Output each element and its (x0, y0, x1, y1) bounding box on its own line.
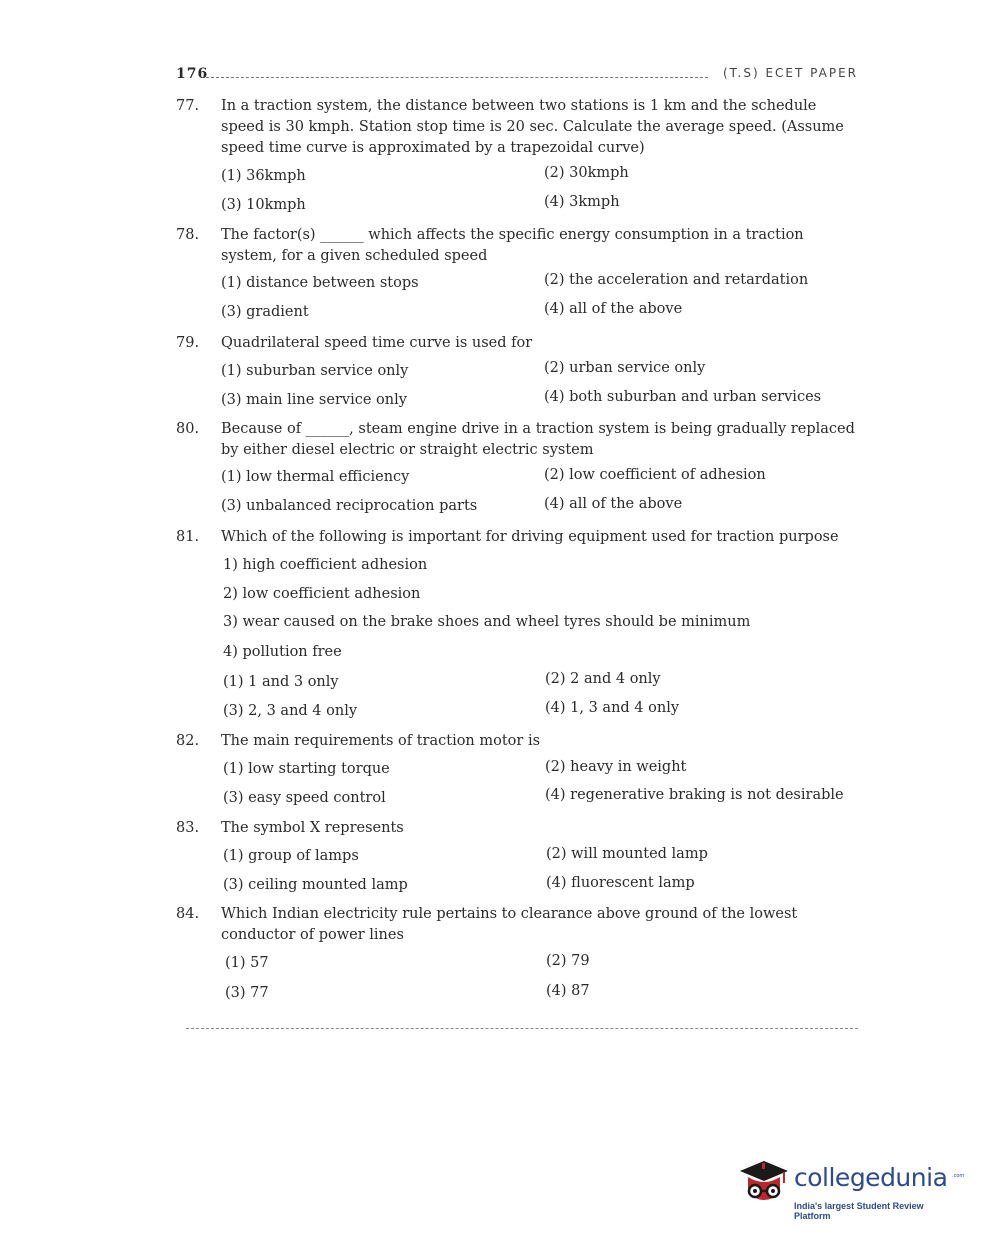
question-number: 82. (176, 733, 200, 749)
option: (1) 57 (225, 955, 269, 971)
option: (1) distance between stops (221, 275, 419, 291)
question-82 (176, 731, 862, 752)
option: (4) fluorescent lamp (546, 875, 695, 891)
option: (4) 87 (546, 983, 590, 999)
question-text: Which Indian electricity rule pertains to clearance above ground of the lowest conductor of power lines (221, 906, 798, 943)
option: (3) 2, 3 and 4 only (223, 703, 358, 719)
option: (2) 79 (546, 953, 590, 969)
option: (1) 1 and 3 only (223, 674, 339, 690)
question-number: 83. (176, 820, 200, 836)
statement: 1) high coefficient adhesion (223, 557, 428, 573)
option: (2) heavy in weight (545, 759, 687, 775)
question-81 (176, 527, 862, 548)
option: (3) gradient (221, 304, 309, 320)
question-text: Which of the following is important for driving equipment used for traction purpose (221, 529, 839, 545)
option: (3) 10kmph (221, 197, 306, 213)
question-text: The symbol X represents (221, 820, 404, 836)
option: (3) ceiling mounted lamp (223, 877, 408, 893)
question-77 (176, 96, 862, 159)
question-number: 78. (176, 227, 200, 243)
statement: 2) low coefficient adhesion (223, 586, 421, 602)
question-text: In a traction system, the distance between two stations is 1 km and the schedule speed is 30 kmph. Station stop time is 20 sec. Calculate the average speed. (Assume speed time curve is approximated by a trapezoidal curve) (221, 98, 844, 156)
student-mascot-icon (736, 1157, 790, 1211)
option: (3) 77 (225, 985, 269, 1001)
question-78 (176, 225, 862, 267)
option: (2) 30kmph (544, 165, 629, 181)
option: (2) 2 and 4 only (545, 671, 661, 687)
option: (3) unbalanced reciprocation parts (221, 498, 478, 514)
question-text: The factor(s) ______ which affects the specific energy consumption in a traction system, for a given scheduled speed (221, 227, 804, 264)
question-80 (176, 419, 862, 461)
question-79 (176, 333, 862, 354)
option: (1) suburban service only (221, 363, 409, 379)
question-83 (176, 818, 862, 839)
option: (4) 1, 3 and 4 only (545, 700, 680, 716)
option: (2) will mounted lamp (546, 846, 708, 862)
option: (3) easy speed control (223, 790, 386, 806)
option: (1) 36kmph (221, 168, 306, 184)
option: (2) low coefficient of adhesion (544, 467, 766, 483)
option: (3) main line service only (221, 392, 407, 408)
question-number: 84. (176, 906, 200, 922)
option: (2) the acceleration and retardation (544, 272, 809, 288)
header-divider (206, 77, 708, 78)
question-text: The main requirements of traction motor is (221, 733, 541, 749)
collegedunia-logo (736, 1153, 965, 1223)
question-text: Quadrilateral speed time curve is used for (221, 335, 533, 351)
statement: 3) wear caused on the brake shoes and wheel tyres should be minimum (223, 614, 751, 630)
question-84 (176, 904, 862, 946)
option: (4) both suburban and urban services (544, 389, 822, 405)
page-header (176, 66, 858, 86)
option: (1) low starting torque (223, 761, 390, 777)
page-number: 176 (176, 66, 209, 82)
option: (4) regenerative braking is not desirable (545, 787, 844, 803)
question-number: 77. (176, 98, 200, 114)
question-number: 79. (176, 335, 200, 351)
option: (2) urban service only (544, 360, 706, 376)
option: (1) group of lamps (223, 848, 359, 864)
paper-title: (T.S) ECET PAPER (722, 66, 858, 80)
question-number: 81. (176, 529, 200, 545)
question-text: Because of ______, steam engine drive in a traction system is being gradually replaced by either diesel electric or straight electric system (221, 421, 855, 458)
question-number: 80. (176, 421, 200, 437)
option: (4) all of the above (544, 301, 683, 317)
statement: 4) pollution free (223, 644, 342, 660)
option: (4) all of the above (544, 496, 683, 512)
logo-domain-suffix: .com (952, 1173, 965, 1179)
logo-wordmark: collegedunia (794, 1163, 948, 1192)
option: (1) low thermal efficiency (221, 469, 410, 485)
logo-tagline: India's largest Student Review Platform (794, 1201, 924, 1221)
option: (4) 3kmph (544, 194, 620, 210)
footer-divider (186, 1028, 858, 1029)
